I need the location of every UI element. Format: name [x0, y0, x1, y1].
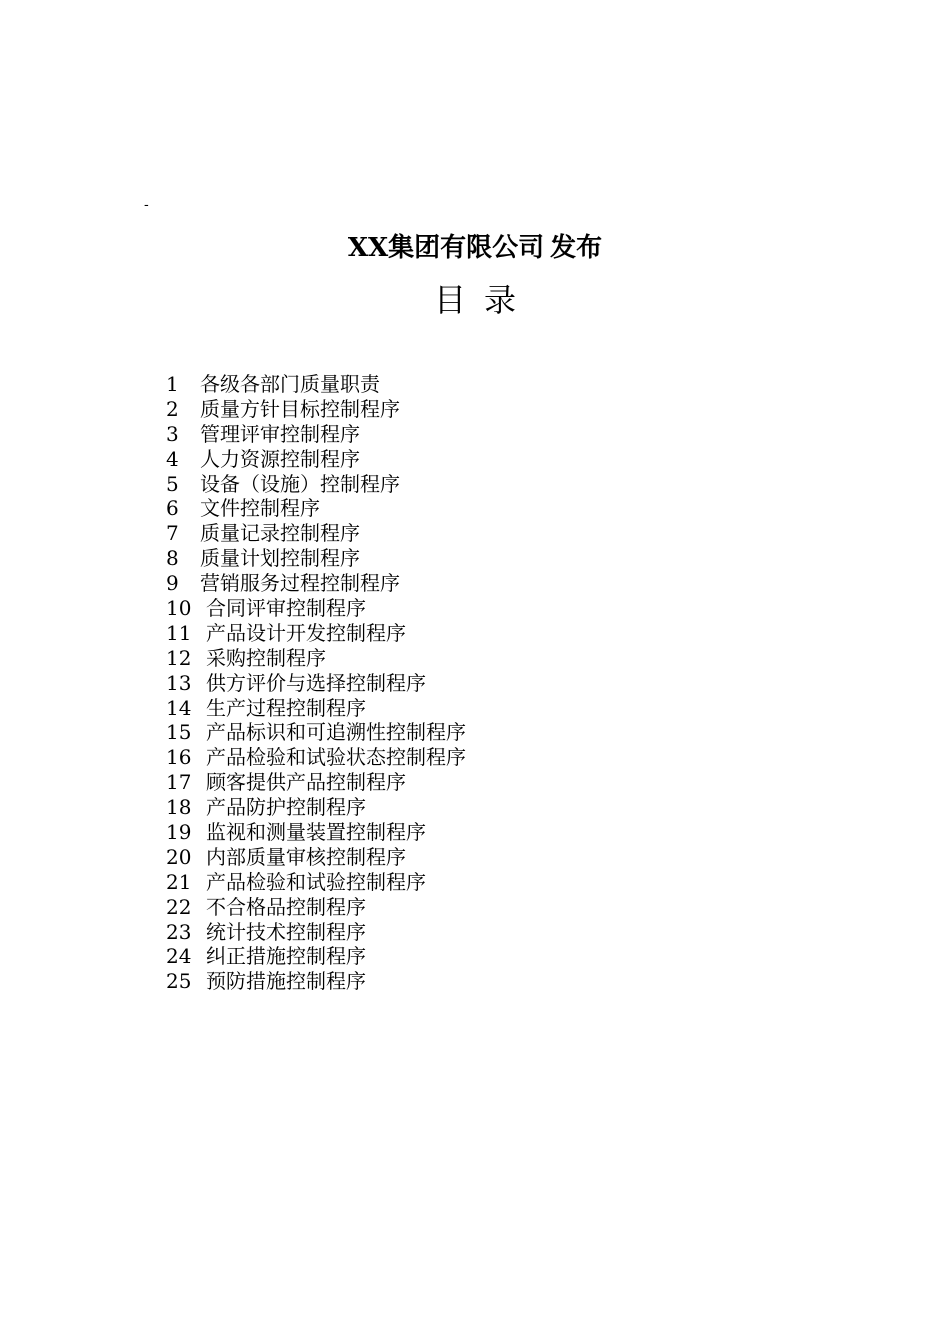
toc-item-title: 内部质量审核控制程序 [206, 844, 406, 869]
toc-item-number: 15 [166, 720, 192, 745]
toc-item-number: 10 [166, 596, 192, 621]
toc-item[interactable] [166, 671, 466, 696]
toc-item[interactable] [166, 969, 466, 994]
dash-mark: - [144, 197, 149, 213]
toc-item-title: 产品设计开发控制程序 [206, 620, 406, 645]
toc-item[interactable] [166, 820, 466, 845]
toc-item-number: 12 [166, 645, 192, 670]
toc-item-number: 16 [166, 745, 192, 770]
toc-item-number: 2 [166, 396, 179, 421]
toc-item[interactable] [166, 646, 466, 671]
toc-item-number: 8 [166, 546, 179, 571]
toc-item-title: 预防措施控制程序 [206, 969, 366, 994]
toc-item-number: 23 [166, 919, 192, 944]
toc-item[interactable] [166, 745, 466, 770]
publisher-line [0, 230, 950, 266]
toc-item-number: 3 [166, 421, 179, 446]
toc-item[interactable] [166, 845, 466, 870]
toc-item-title: 设备（设施）控制程序 [200, 471, 400, 496]
toc-item[interactable] [166, 944, 466, 969]
toc-item[interactable] [166, 546, 466, 571]
toc-item[interactable] [166, 571, 466, 596]
toc-item[interactable] [166, 920, 466, 945]
toc-item-title: 产品检验和试验状态控制程序 [206, 745, 466, 770]
toc-item[interactable] [166, 447, 466, 472]
toc-item-title: 合同评审控制程序 [206, 596, 366, 621]
toc-item-number: 13 [166, 670, 192, 695]
toc-item[interactable] [166, 472, 466, 497]
toc-item-title: 营销服务过程控制程序 [200, 571, 400, 596]
toc-item-title: 供方评价与选择控制程序 [206, 670, 426, 695]
toc-item-title: 各级各部门质量职责 [200, 372, 380, 396]
toc-item-number: 20 [166, 844, 192, 869]
toc-item[interactable] [166, 770, 466, 795]
toc-item-title: 质量方针目标控制程序 [200, 396, 400, 421]
toc-item-number: 9 [166, 571, 179, 596]
toc-item-number: 18 [166, 795, 192, 820]
toc-item-number: 17 [166, 770, 192, 795]
toc-item-title: 顾客提供产品控制程序 [206, 770, 406, 795]
toc-item-title: 统计技术控制程序 [206, 919, 366, 944]
publisher-name: XX集团有限公司 [347, 233, 545, 263]
toc-item-number: 25 [166, 969, 192, 994]
toc-item[interactable] [166, 496, 466, 521]
toc-item-title: 质量记录控制程序 [200, 521, 360, 546]
toc-item-number: 21 [166, 869, 192, 894]
toc-item-number: 1 [166, 372, 179, 396]
toc-item[interactable] [166, 870, 466, 895]
toc-item[interactable] [166, 521, 466, 546]
toc-item[interactable] [166, 422, 466, 447]
toc-item-title: 生产过程控制程序 [206, 695, 366, 720]
toc-item-title: 产品防护控制程序 [206, 795, 366, 820]
toc-item-title: 监视和测量装置控制程序 [206, 820, 426, 845]
toc-title: 目录 [433, 281, 534, 319]
toc-item[interactable] [166, 795, 466, 820]
toc-item-title: 产品检验和试验控制程序 [206, 869, 426, 894]
toc-item-title: 管理评审控制程序 [200, 421, 360, 446]
toc-item[interactable] [166, 895, 466, 920]
toc-item-number: 7 [166, 521, 179, 546]
toc-item-number: 19 [166, 820, 192, 845]
publisher-suffix: 发布 [550, 233, 603, 263]
toc-item[interactable] [166, 372, 466, 397]
toc-item-number: 22 [166, 894, 192, 919]
toc-item-title: 文件控制程序 [200, 496, 320, 521]
toc-item[interactable] [166, 720, 466, 745]
toc-item-number: 24 [166, 944, 192, 969]
toc-item-number: 6 [166, 496, 179, 521]
toc-item-number: 11 [166, 620, 192, 645]
toc-item-number: 5 [166, 471, 179, 496]
toc-item[interactable] [166, 397, 466, 422]
toc-item-title: 质量计划控制程序 [200, 546, 360, 571]
toc-item-title: 纠正措施控制程序 [206, 944, 366, 969]
toc-item-number: 14 [166, 695, 192, 720]
toc-item-number: 4 [166, 446, 179, 471]
toc-item-title: 人力资源控制程序 [200, 446, 360, 471]
toc-item[interactable] [166, 596, 466, 621]
toc-item[interactable] [166, 621, 466, 646]
toc-list [166, 372, 466, 994]
toc-item[interactable] [166, 696, 466, 721]
toc-item-title: 产品标识和可追溯性控制程序 [206, 720, 466, 745]
toc-item-title: 不合格品控制程序 [206, 894, 366, 919]
toc-item-title: 采购控制程序 [206, 645, 326, 670]
